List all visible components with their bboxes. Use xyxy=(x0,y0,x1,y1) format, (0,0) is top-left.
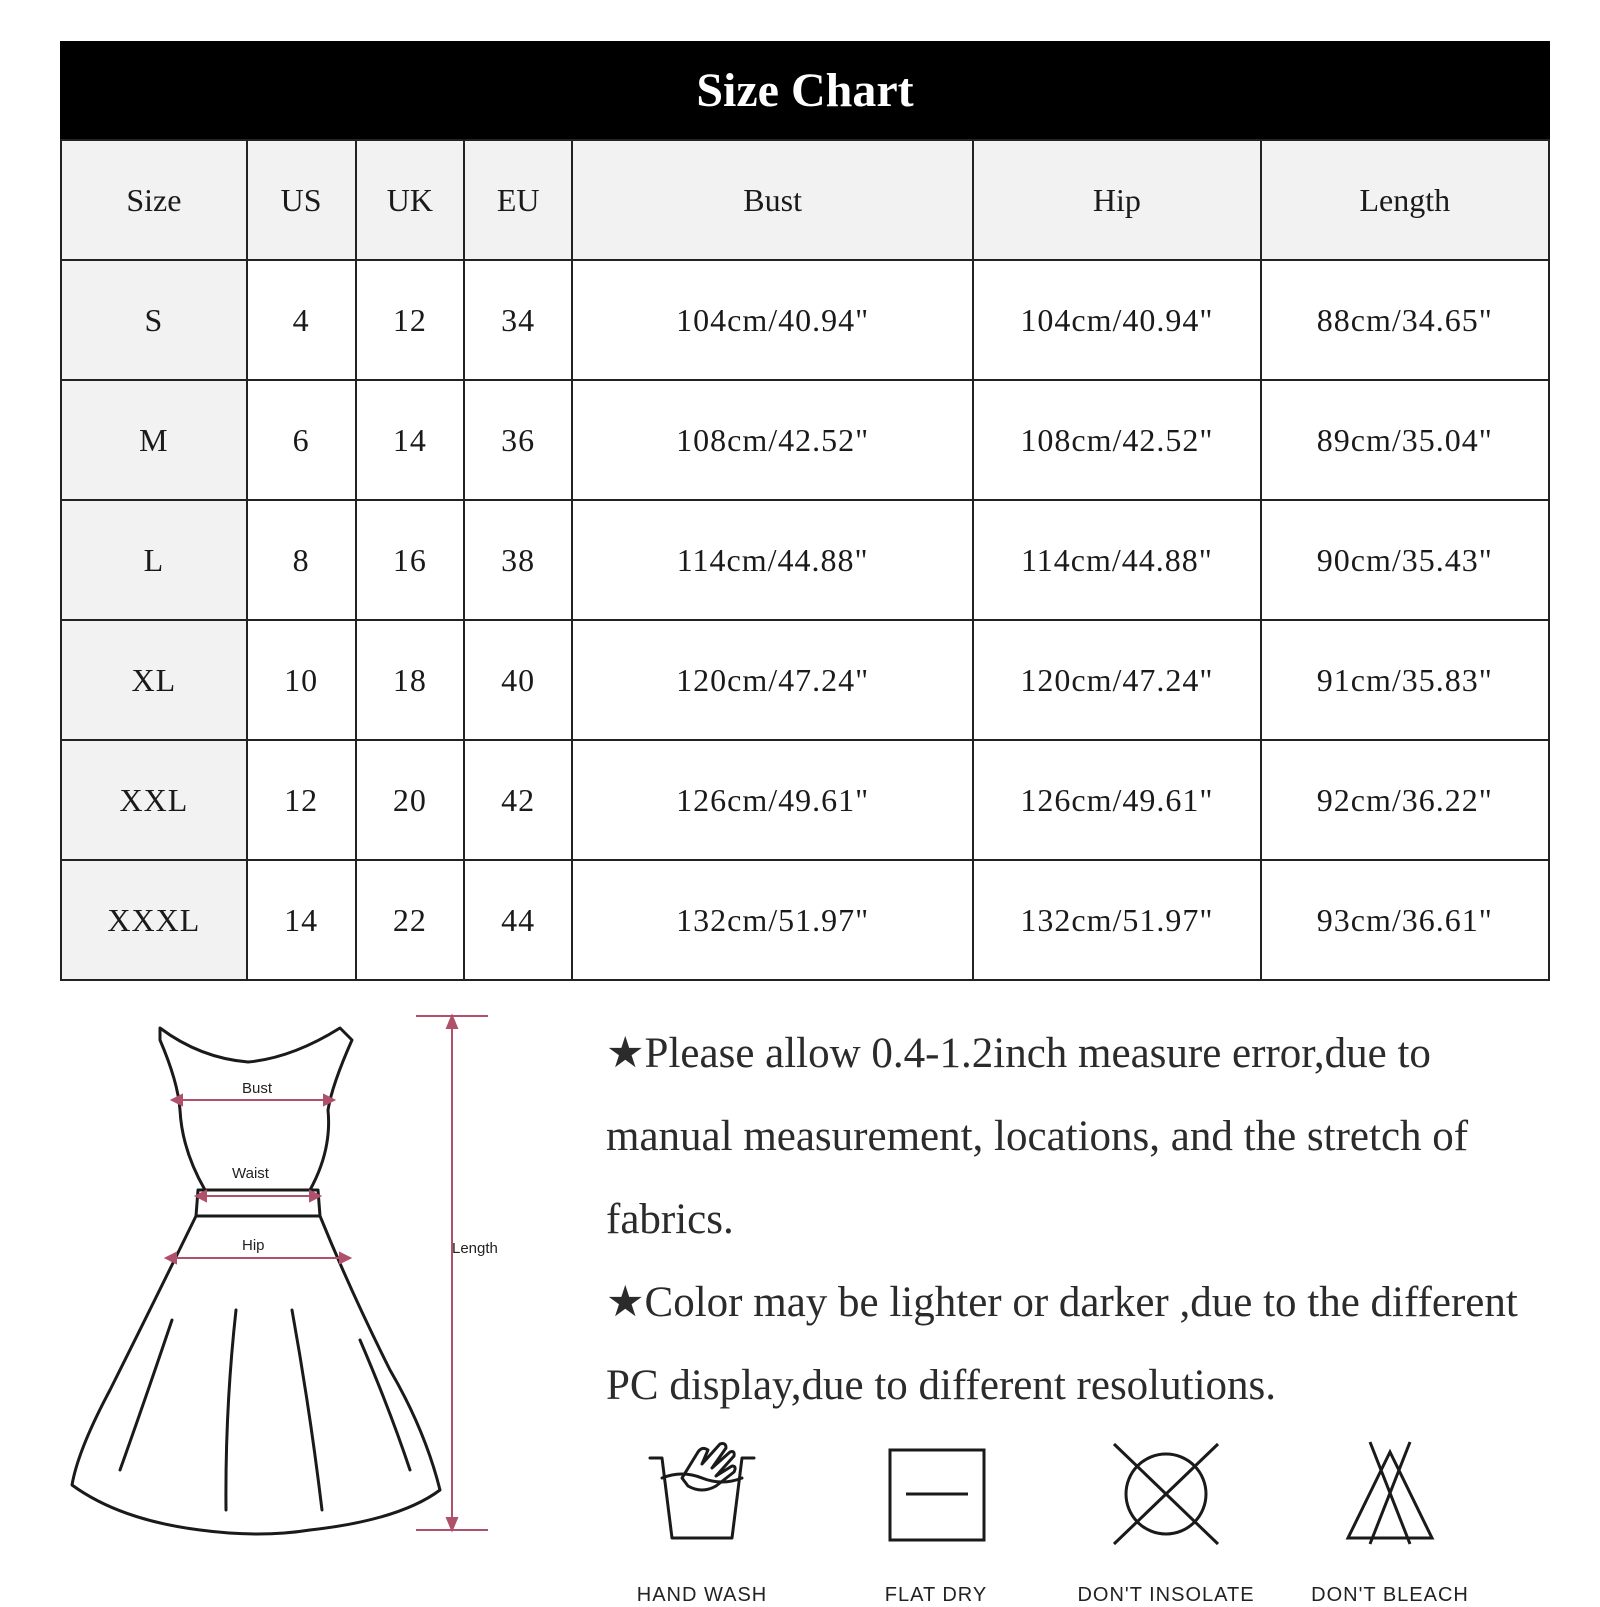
cell-bust: 126cm/49.61" xyxy=(572,740,973,860)
table-row xyxy=(61,860,1549,980)
cell-uk: 22 xyxy=(356,860,465,980)
cell-eu: 36 xyxy=(464,380,572,500)
cell-eu: 38 xyxy=(464,500,572,620)
cell-eu: 40 xyxy=(464,620,572,740)
cell-uk: 20 xyxy=(356,740,465,860)
cell-length: 91cm/35.83" xyxy=(1261,620,1549,740)
cell-size: XXXL xyxy=(61,860,247,980)
size-chart xyxy=(60,41,1550,981)
cell-uk: 16 xyxy=(356,500,465,620)
flat-dry-icon xyxy=(876,1438,996,1548)
cell-size: M xyxy=(61,380,247,500)
dress-fold xyxy=(292,1310,322,1510)
cell-eu: 42 xyxy=(464,740,572,860)
hand-wash-label: HAND WASH xyxy=(636,1584,768,1606)
header-length: Length xyxy=(1261,140,1549,260)
table-row xyxy=(61,380,1549,500)
dress-skirt xyxy=(72,1216,440,1534)
cell-length: 89cm/35.04" xyxy=(1261,380,1549,500)
bust-label: Bust xyxy=(242,1080,273,1097)
cell-hip: 104cm/40.94" xyxy=(973,260,1260,380)
cell-length: 92cm/36.22" xyxy=(1261,740,1549,860)
cell-uk: 14 xyxy=(356,380,465,500)
cell-hip: 132cm/51.97" xyxy=(973,860,1260,980)
cell-hip: 114cm/44.88" xyxy=(973,500,1260,620)
header-eu: EU xyxy=(464,140,572,260)
cell-size: L xyxy=(61,500,247,620)
cell-uk: 12 xyxy=(356,260,465,380)
table-row xyxy=(61,620,1549,740)
cell-us: 10 xyxy=(247,620,356,740)
cell-us: 14 xyxy=(247,860,356,980)
dont-insolate-label: DON'T INSOLATE xyxy=(1077,1584,1255,1606)
hand-wash-icon xyxy=(642,1438,762,1548)
cell-bust: 104cm/40.94" xyxy=(572,260,973,380)
cell-eu: 44 xyxy=(464,860,572,980)
header-bust: Bust xyxy=(572,140,973,260)
size-chart-title: Size Chart xyxy=(60,41,1550,139)
waist-label: Waist xyxy=(232,1165,269,1182)
cell-us: 6 xyxy=(247,380,356,500)
cell-bust: 120cm/47.24" xyxy=(572,620,973,740)
cell-us: 12 xyxy=(247,740,356,860)
dress-diagram xyxy=(60,1010,540,1600)
cell-size: XL xyxy=(61,620,247,740)
cell-size: S xyxy=(61,260,247,380)
cell-uk: 18 xyxy=(356,620,465,740)
cell-length: 93cm/36.61" xyxy=(1261,860,1549,980)
table-row xyxy=(61,500,1549,620)
dont-insolate-icon xyxy=(1106,1438,1226,1548)
cell-eu: 34 xyxy=(464,260,572,380)
length-label: Length xyxy=(452,1240,498,1257)
table-header-row xyxy=(61,140,1549,260)
cell-hip: 108cm/42.52" xyxy=(973,380,1260,500)
table-row xyxy=(61,740,1549,860)
header-hip: Hip xyxy=(973,140,1260,260)
dont-bleach-label: DON'T BLEACH xyxy=(1311,1584,1469,1606)
flat-dry-label: FLAT DRY xyxy=(884,1584,988,1606)
dress-fold xyxy=(120,1320,172,1470)
care-hand-wash xyxy=(612,1438,792,1607)
table-row xyxy=(61,260,1549,380)
cell-bust: 114cm/44.88" xyxy=(572,500,973,620)
cell-us: 8 xyxy=(247,500,356,620)
header-uk: UK xyxy=(356,140,465,260)
hip-label: Hip xyxy=(242,1237,265,1254)
note-color-variance: ★Color may be lighter or darker ,due to the different PC display,due to different resolutions. xyxy=(606,1279,1518,1409)
care-dont-insolate xyxy=(1076,1438,1256,1607)
header-size: Size xyxy=(61,140,247,260)
care-flat-dry xyxy=(846,1438,1026,1607)
cell-hip: 126cm/49.61" xyxy=(973,740,1260,860)
dress-fold xyxy=(226,1310,236,1510)
size-table xyxy=(60,139,1550,981)
care-dont-bleach xyxy=(1300,1438,1480,1607)
notes xyxy=(606,1012,1556,1427)
note-measure-error: ★Please allow 0.4-1.2inch measure error,due to manual measurement, locations, and the stretch of fabrics. xyxy=(606,1030,1469,1243)
cell-hip: 120cm/47.24" xyxy=(973,620,1260,740)
cell-bust: 108cm/42.52" xyxy=(572,380,973,500)
cell-us: 4 xyxy=(247,260,356,380)
dress-waistband xyxy=(196,1190,320,1216)
cell-length: 90cm/35.43" xyxy=(1261,500,1549,620)
dont-bleach-icon xyxy=(1330,1438,1450,1548)
header-us: US xyxy=(247,140,356,260)
cell-length: 88cm/34.65" xyxy=(1261,260,1549,380)
cell-size: XXL xyxy=(61,740,247,860)
cell-bust: 132cm/51.97" xyxy=(572,860,973,980)
